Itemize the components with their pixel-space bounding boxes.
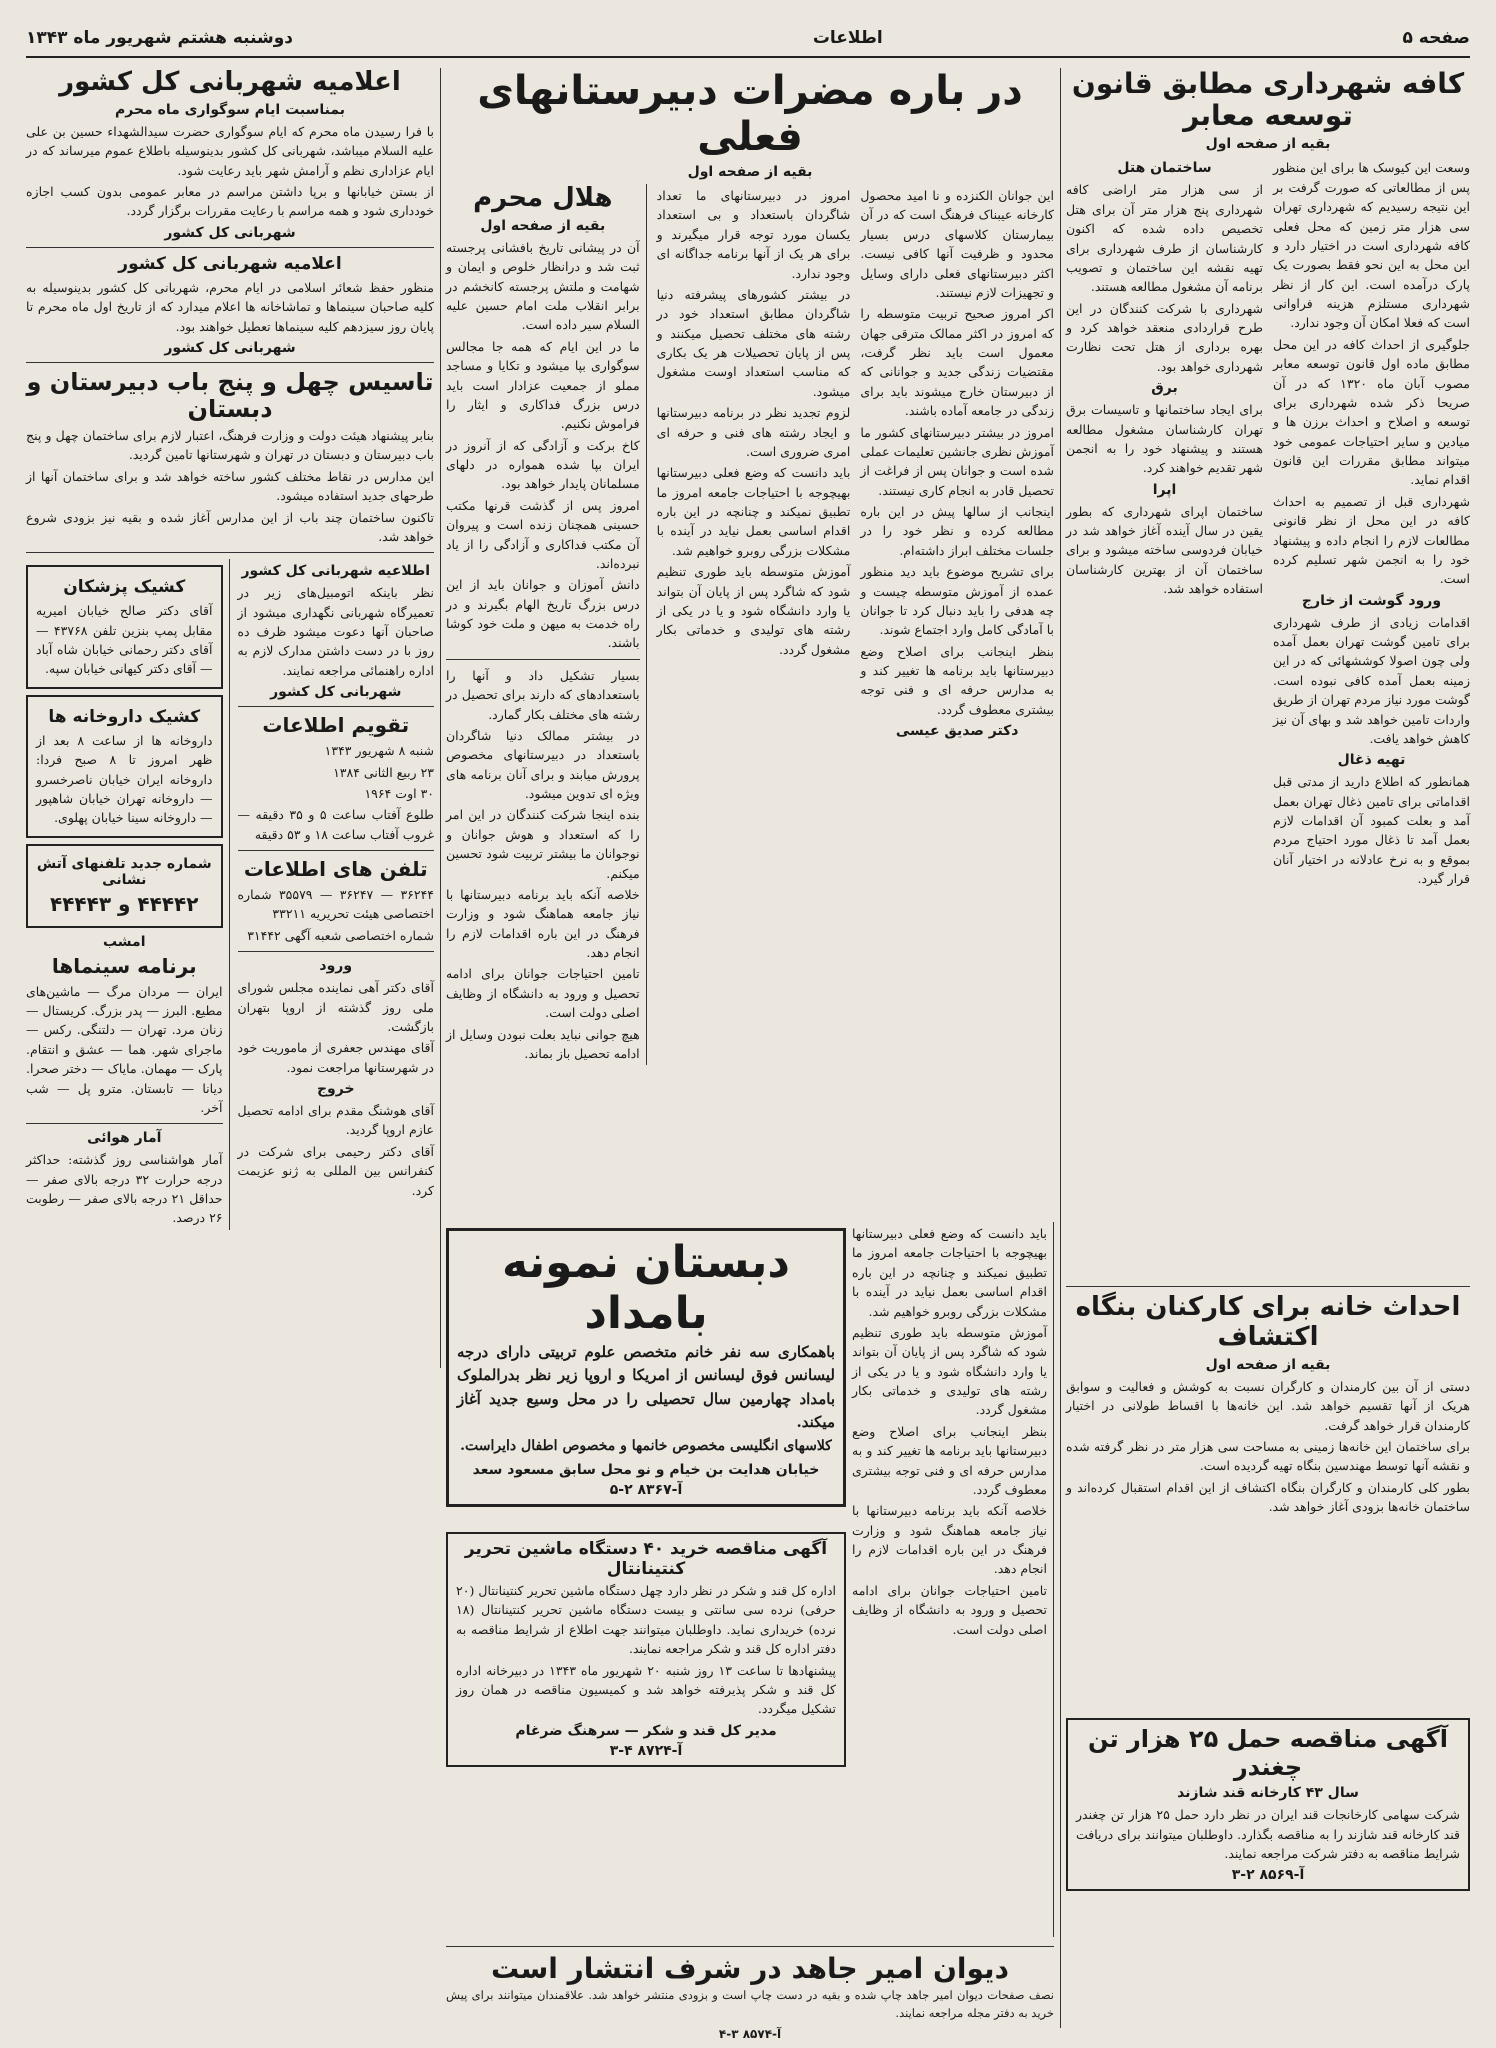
paragraph: آموزش متوسطه باید طوری تنظیم شود که شاگرد پس از پایان آن بتواند یا وارد دانشگاه شود و یا در یکی از رشته های تولیدی و خدماتی بکار مشغول گردد. <box>656 564 851 657</box>
paragraph: امروز پس از گذشت قرنها مکتب حسینی همچنان زنده است و پیروان آن مکتب فداکاری و آزادگی را از یاد نبرده‌اند. <box>445 497 640 571</box>
paragraph: بنده اینجا شرکت کنندگان در این امر را که استعداد و هوش جوانان و نوجوانان ما بیشتر تربیت شود تحسین میکنم. <box>445 807 640 881</box>
cinema-list: ایران — مردان مرگ — ماشین‌های مطیع. البرز — پدر بزرگ. کریستال — زنان مرد. تهران — دلتنگی. رکس — ماجرای شهر. هما — عشق و انتقام. پارک — مهمان. مایاک — دختر صحرا. دیانا — تابستان. مترو پل — شب آخر. <box>26 983 223 1115</box>
paragraph: وسعت این کیوسک ها برای این منظور پس از مطالعاتی که صورت گرفت بر این نتیجه رسیدیم که شهرداری تهران سی هزار متر زمین که محل فعلی کافه شهرداری است در اختیار دارد و این محل به این نحو فقط بصورت یک پارک درآمده است. این کار از نظر شهرداری مستلزم هزینه فراوانی است که فعلا امکان آن وجود ندارد. <box>1273 160 1470 331</box>
doctors-text: آقای دکتر صالح خیابان امیریه مقابل پمپ بنزین تلفن ۴۳۷۶۸ — آقای دکتر رحمانی خیابان شاه آباد — آقای دکتر کیهانی خیابان سپه. <box>36 603 213 677</box>
fire-phones-title: شماره جدید تلفنهای آتش نشانی <box>36 855 212 888</box>
headline-high-schools: در باره مضرات دبیرستانهای فعلی <box>477 68 1023 160</box>
left-column <box>26 68 434 2028</box>
ad-typewriter-tender <box>446 1526 846 1936</box>
signature: شهربانی کل کشور <box>164 339 296 356</box>
ad-school-text2: کلاسهای انگلیسی مخصوص خانمها و مخصوص اطفال دایراست. <box>460 1438 832 1454</box>
paragraph: امروز در بیشتر دبیرستانهای کشور ما آموزش نظری جانشین تعلیمات عملی شده است و جوانان پس از فراغت از تحصیل قادر به انجام کاری نیستند. <box>860 424 1054 498</box>
ad-school-address: خیابان هدایت بن خیام و نو محل سابق مسعود سعد <box>472 1461 820 1478</box>
notice-signature: شهربانی کل کشور <box>270 684 402 701</box>
article-housing <box>1066 1280 1470 1700</box>
page-number: صفحه ۵ <box>1402 28 1470 48</box>
paragraph: برای ایجاد ساختمانها و تاسیسات برق تهران کارشناسان مشغول مطالعه هستند و پیشنهاد خود را به انجمن شهر تقدیم خواهند کرد. <box>1066 402 1263 476</box>
paragraph: هیچ جوانی نباید بعلت نبودن وسایل از ادامه تحصیل باز بماند. <box>445 1026 640 1061</box>
masthead <box>26 18 1470 58</box>
paragraph: آن در پیشانی تاریخ بافشانی پرجسته ثبت شد و درانظار خلوص و ایمان و شهامت و ملتش پرجسته کانخشم در برابر انقلاب ملت امام حسین علیه السلام سیر داده است. <box>445 239 640 333</box>
ad-school-text: باهمکاری سه نفر خانم متخصص علوم تربیتی دارای درجه لیسانس فوق لیسانس از امریکا و اروپا زیر نظر بدرالملوک بامداد چهارمین سال تحصیلی را در محل وسیع جدید آغاز میکند. <box>457 1343 835 1431</box>
calendar-row: ۲۳ ربیع الثانی ۱۳۸۴ <box>333 764 434 780</box>
ad-title: آگهی مناقصه حمل ۲۵ هزار تن چغندر <box>1087 1725 1448 1781</box>
paragraph: از بستن خیابانها و برپا داشتن مراسم در معابر عمومی بدون کسب اجازه خودداری شود و همه مراسم با رعایت مقررات برگزار گردد. <box>26 184 434 219</box>
cinema-subtitle: امشب <box>102 933 146 950</box>
paragraph: اینجانب از سالها پیش در این باره مطالعه کرده و نظر خود را در جلسات مختلف ابراز داشته‌ام. <box>860 504 1054 558</box>
notice-title: اطلاعیه شهربانی کل کشور <box>241 563 431 580</box>
paragraph: بنظر اینجانب برای اصلاح وضع دبیرستانها باید برنامه ها تغییر کند و به مدارس حرفه ای و فنی توجه بیشتری معطوف گردد. <box>860 643 1054 717</box>
paragraph: تامین احتیاجات جوانان برای ادامه تحصیل و ورود به دانشگاه از وظایف اصلی دولت است. <box>445 966 640 1021</box>
paragraph: تاکنون ساختمان چند باب از این مدارس آغاز شده و بقیه نیز بزودی شروع خواهد شد. <box>26 509 434 544</box>
paragraph: خلاصه آنکه باید برنامه دبیرستانها با نیاز جامعه هماهنگ شود و وزارت فرهنگ در این باره اقدامات لازم را انجام دهد. <box>852 1503 1047 1577</box>
paragraph: شهرداری قبل از تصمیم به احداث کافه در این محل از نظر قانونی مطالعات لازم را انجام داده و پیشنهاد خود را به انجمن شهر تسلیم کرده است. <box>1273 493 1470 587</box>
calendar-title: تقویم اطلاعات <box>262 713 410 738</box>
paragraph: بنابر پیشنهاد هیئت دولت و وزارت فرهنگ، اعتبار لازم برای ساختمان چهل و پنج باب دبیرستان و دبستان در تهران و شهرستانها تامین گردید. <box>26 428 434 463</box>
ad-tender-code: آ-۸۷۲۴ ۴-۳ <box>609 1742 683 1759</box>
headline-cafe: کافه شهرداری مطابق قانون توسعه معابر <box>1071 67 1465 133</box>
ad-tender-text2: پیشنهادها تا ساعت ۱۳ روز شنبه ۲۰ شهریور ماه ۱۳۴۳ در دبیرخانه اداره کل قند و شکر پذیرفته خواهد شد و کمیسیون مناقصه در همان روز تشکیل میگردد. <box>456 1662 836 1717</box>
ad-divan <box>446 1940 1054 2041</box>
continued-label: بقیه از صفحه اول <box>687 164 813 180</box>
ad-beet-tender <box>1066 1712 1470 1992</box>
paragraph: بسیار تشکیل داد و آنها را باستعدادهای که دارند برای تحصیل در رشته های مختلف بکار گمارد. <box>445 667 640 722</box>
paragraph: خلاصه آنکه باید برنامه دبیرستانها با نیاز جامعه هماهنگ شود و وزارت فرهنگ در این باره اقدامات لازم را انجام دهد. <box>445 886 640 961</box>
paragraph: اقدامات زیادی از طرف شهرداری برای تامین گوشت تهران بعمل آمده ولی چون اصولا کوششهائی که در این زمینه بعمل آمده کافی نبوده است. گوشت مورد نیاز مردم تهران از طریق واردات تامین خواهد شد و بهای آن نیز کاهش خواهد یافت. <box>1273 614 1470 746</box>
ad-tender-text: اداره کل قند و شکر در نظر دارد چهل دستگاه ماشین تحریر کنتینانتال (۲۰ حرفی) نرده سی سانتی و بیست دستگاه ماشین تحریر کنتینانتال (۱۸ نرده) خریداری نماید. داوطلبان میتوانند جهت اطلاع از شرایط مناقصه به دفتر اداره کل قند و شکر مراجعه نمایند. <box>456 1583 836 1657</box>
fire-phones-numbers: ۴۴۴۴۲ و ۴۴۴۴۳ <box>50 891 199 916</box>
paragraph: منظور حفظ شعائر اسلامی در ایام محرم، شهربانی کل کشور بدینوسیله به کلیه صاحبان سینماها و تماشاخانه ها اعلام میدارد که از تاریخ اول ماه محرم تا پایان روز سیزدهم کلیه سینماها تعطیل خواهند بود. <box>26 279 434 334</box>
departures-text: آقای هوشنگ مقدم برای ادامه تحصیل عازم اروپا گردید. <box>237 1103 434 1138</box>
paragraph: این جوانان الکنزده و نا امید محصول کارخانه عیبناک فرهنگ است که در آن بیمارستان کلاسهای درس بسیار محدود و ظرفیت آنها کافی نیست. اکثر دبیرستانهای فعلی دارای وسایل و تجهیزات لازم نیستند. <box>860 188 1054 300</box>
phones-text: ۳۶۲۴۴ — ۳۶۲۴۷ — ۳۵۵۷۹ شماره اختصاصی هیئت تحریریه ۳۳۲۱۱ <box>237 887 435 922</box>
paragraph: ساختمان اپرای شهرداری که بطور یقین در سال آینده آغاز خواهد شد در خیابان فردوسی ساخته میشود و برای ساختمان آن از بهترین کارشناسان استفاده خواهد شد. <box>1066 503 1263 597</box>
calendar-row: طلوع آفتاب ساعت ۵ و ۳۵ دقیقه — غروب آفتاب ساعت ۱۸ و ۵۳ دقیقه <box>237 807 434 842</box>
calendar-row: شنبه ۸ شهریور ۱۳۴۳ <box>324 743 434 759</box>
column-rule <box>440 68 441 1368</box>
ad-tender-title: آگهی مناقصه خرید ۴۰ دستگاه ماشین تحریر کنتینانتال <box>464 1539 828 1579</box>
paragraph: کاخ برکت و آزادگی که از آنروز در ایران بپا شده همواره در دلهای مسلمانان پایدار خواهد بود. <box>445 437 640 492</box>
paragraph: لزوم تجدید نظر در برنامه دبیرستانها و ایجاد رشته های فنی و حرفه ای امری ضروری است. <box>656 405 851 459</box>
paragraph: آموزش متوسطه باید طوری تنظیم شود که شاگرد پس از پایان آن بتواند یا وارد دانشگاه شود و یا در یکی از رشته های تولیدی و خدماتی بکار مشغول گردد. <box>852 1324 1047 1418</box>
phones-text: شماره اختصاصی شعبه آگهی ۳۱۴۴۲ <box>247 927 434 943</box>
calendar-row: ۳۰ اوت ۱۹۶۴ <box>364 785 434 801</box>
paper-name: اطلاعات <box>812 28 883 48</box>
paragraph: دستی از آن بین کارمندان و کارگران نسبت به کوشش و فعالیت و سوابق هریک از آنها تقسیم خواهد شد. این خانه‌ها با اقساط طولانی در اختیار کارمندان قرار خواهد گرفت. <box>1066 1378 1470 1433</box>
paragraph: امروز در دبیرستانهای ما تعداد شاگردان باستعداد و بی استعداد یکسان مورد توجه قرار میگیرند و برای هر یک از آنها برنامه جداگانه ای وجود ندارد. <box>656 188 851 281</box>
headline-muharram: هلال محرم <box>473 183 613 213</box>
pharmacies-text: داروخانه ها از ساعت ۸ بعد از ظهر امروز تا ۸ صبح فردا: داروخانه ایران خیابان ناصرخسرو — داروخانه تهران خیابان شاهپور — داروخانه سینا خیابان پهلوی. <box>36 732 213 826</box>
subheading: تهیه ذغال <box>1337 752 1406 769</box>
paragraph: اکر امروز صحیح تربیت متوسطه را که امروز در اکثر ممالک مترقی جهان معمول است باید نظر گرفت، مقتضیات زندگی جدید و جوانانی که از دبیرستان خارج میشوند باید برای زندگی در جامعه آماده باشند. <box>860 306 1054 419</box>
continued-label: بقیه از صفحه اول <box>480 217 606 234</box>
subheading: اپرا <box>1152 481 1177 498</box>
paragraph: این مدارس در نقاط مختلف کشور ساخته خواهد شد و برای ساختمان آنها از طرحهای جدید استفاده میشود. <box>26 468 434 504</box>
article-cafe <box>1066 68 1470 1338</box>
paragraph: تامین احتیاجات جوانان برای ادامه تحصیل و ورود به دانشگاه از وظایف اصلی دولت است. <box>852 1582 1047 1637</box>
paragraph: برای تشریح موضوع باید دید منظور عمده از آموزش متوسطه چیست و چه هدفی را باید دنبال کرد تا جوانان با آمادگی کامل وارد اجتماع شوند. <box>860 564 1054 638</box>
arrivals-text: آقای دکتر آهی نماینده مجلس شورای ملی روز گذشته از اروپا بتهران بازگشت. <box>237 980 434 1034</box>
headline-housing: احداث خانه برای کارکنان بنگاه اکتشاف <box>1075 1292 1461 1352</box>
column-rule <box>1060 68 1061 2028</box>
ad-school-code: آ-۸۳۶۷ ۲-۵ <box>609 1481 683 1498</box>
subheading: ساختمان هتل <box>1117 160 1212 177</box>
paragraph: در بیشتر ممالک دنیا شاگردان باستعداد در دبیرستانهای مخصوص پرورش میابند و برای آنان برنامه های ویژه ای تدوین میشود. <box>445 727 640 802</box>
ad-tender-signature: مدیر کل قند و شکر — سرهنگ ضرغام <box>515 1722 777 1739</box>
ad-text: شرکت سهامی کارخانجات قند ایران در نظر دارد حمل ۲۵ هزار تن چغندر قند کارخانه قند شازند را به مناقصه بگذارد. داوطلبان میتوانند برای دریافت شرایط مناقصه به دفتر شرکت مراجعه نمایند. <box>1076 1807 1460 1861</box>
ad-bamdad-school <box>446 1222 846 1522</box>
paragraph: باید دانست که وضع فعلی دبیرستانها بهیچوجه با احتیاجات جامعه امروز ما تطبیق نمیکند و چنانچه در این باره اقدام اساسی بعمل نیاید در آینده با مشکلات بزرگی روبرو خواهیم شد. <box>852 1226 1047 1319</box>
article-continuation <box>852 1222 1054 1937</box>
headline-schools: تاسیس چهل و پنج باب دبیرستان و دبستان <box>26 367 434 424</box>
doctors-title: کشیک پزشکان <box>63 577 186 598</box>
subheading: بمناسبت ایام سوگواری ماه محرم <box>114 101 346 118</box>
arrivals-text: آقای مهندس جعفری از ماموریت خود در شهرستانها مراجعت نمود. <box>237 1040 434 1075</box>
paragraph: برای ساختمان این خانه‌ها زمینی به مساحت سی هزار متر در نظر گرفته شده و نقشه آنها توسط مهندسین بنگاه تهیه گردیده است. <box>1066 1438 1470 1474</box>
ad-divan-text: نصف صفحات دیوان امیر جاهد چاپ شده و بقیه در دست چاپ است و بزودی منتشر خواهد شد. علاقمندان میتوانند برای پیش خرید به دفتر مجله مراجعه نمایند. <box>446 1988 1054 2020</box>
paragraph: دانش آموزان و جوانان باید از این درس بزرگ تاریخ الهام بگیرند و در راه خدمت به میهن و ملت خود کوشا باشند. <box>445 577 640 651</box>
ad-subtitle: سال ۴۳ کارخانه قند شازند <box>1177 1785 1359 1802</box>
paragraph: با فرا رسیدن ماه محرم که ایام سوگواری حضرت سیدالشهداء حسین بن علی علیه السلام میباشد، شهربانی کل کشور بدینوسیله باطلاع عموم میرساند که در ایام عزاداری نظم و آرامش شهر باید رعایت شود. <box>26 123 434 178</box>
paragraph: شهرداری با شرکت کنندگان در این طرح قراردادی منعقد خواهد کرد و بهره برداری از هتل تحت نظارت شهرداری خواهد بود. <box>1066 300 1263 374</box>
paragraph: در بیشتر کشورهای پیشرفته دنیا شاگردان مطابق استعداد خود در رشته های مختلف تحصیل میکنند و پس از پایان تحصیلات هر یک بکاری که مناسب استعداد اوست مشغول میشود. <box>656 286 851 399</box>
ad-code: آ-۸۵۶۹ ۲-۳ <box>1231 1867 1305 1884</box>
paragraph: بنظر اینجانب برای اصلاح وضع دبیرستانها باید برنامه ها تغییر کند و به مدارس حرفه ای و فنی توجه بیشتری معطوف گردد. <box>852 1423 1047 1497</box>
ad-divan-title: دیوان امیر جاهد در شرف انتشار است <box>491 1952 1009 1985</box>
departures-text: آقای دکتر رحیمی برای شرکت در کنفرانس بین المللی به ژنو عزیمت کرد. <box>237 1143 434 1198</box>
continued-label: بقیه از صفحه اول <box>1205 1356 1331 1373</box>
cinema-title: برنامه سینماها <box>51 953 197 978</box>
pharmacies-title: کشیک داروخانه ها <box>48 706 201 727</box>
weather-title: آمار هوائی <box>87 1130 162 1147</box>
subheading: برق <box>1151 380 1178 397</box>
article-high-schools <box>446 68 1054 1228</box>
ad-divan-code: آ-۸۵۷۴ ۳-۴ <box>718 2026 782 2041</box>
paragraph: ما در این ایام که همه جا مجالس سوگواری بپا میشود و تکایا و مساجد مملو از جمعیت عزادار است باید درس بزرگ فداکاری و ایثار را فراموش نکنیم. <box>445 338 640 432</box>
signature: شهربانی کل کشور <box>164 224 296 241</box>
headline-police-notice: اعلامیه شهربانی کل کشور <box>59 67 401 97</box>
notice-text: نظر باینکه اتومبیل‌های زیر در تعمیرگاه شهربانی نگهداری میشود از صاحبان آنها دعوت میشود ظرف ده روز با در دست داشتن مدارک لازم به اداره راهنمائی مراجعه نمایند. <box>237 585 434 678</box>
paragraph: باید دانست که وضع فعلی دبیرستانها بهیچوجه با احتیاجات جامعه امروز ما تطبیق نمیکند و چنانچه در این باره اقدام اساسی بعمل نیاید در آینده با مشکلات بزرگی روبرو خواهیم شد. <box>656 465 851 558</box>
ad-school-title: دبستان نمونه بامداد <box>501 1237 791 1339</box>
paragraph: همانطور که اطلاع دارید از مدتی قبل اقداماتی برای تامین ذغال تهران بعمل آمد و بعلت کمبود آن اقدامات لازم بعمل آمد تا ذغال مورد احتیاج مردم بموقع و به نرخ عادلانه در اختیار آنان قرار گیرد. <box>1273 774 1470 887</box>
continued-label: بقیه از صفحه اول <box>1205 136 1331 153</box>
issue-date: دوشنبه هشتم شهریور ماه ۱۳۴۳ <box>26 28 294 48</box>
paragraph: جلوگیری از احداث کافه در این محل مطابق ماده اول قانون توسعه معابر مصوب آبان ماه ۱۳۲۰ که در آن صریحا ذکر شده شهرداری برای توسعه و اصلاح و احداث برزن ها و میادین و سایر احتیاجات عمومی خود میتواند مطابق مقررات این قانون اقدام نماید. <box>1273 336 1471 488</box>
phones-title: تلفن های اطلاعات <box>243 857 428 882</box>
author-signature: دکتر صدیق عیسی <box>895 723 1019 740</box>
departures-title: خروج <box>316 1081 355 1098</box>
paragraph: بطور کلی کارمندان و کارگران بنگاه اکتشاف از این اقدام استقبال کرده‌اند و ساختمان خانه‌ها بزودی آغاز خواهد شد. <box>1066 1479 1470 1515</box>
arrivals-title: ورود <box>319 958 353 975</box>
paragraph: از سی هزار متر اراضی کافه شهرداری پنج هزار متر آن برای هتل تخصیص داده شده که اکنون کارشناسان از طرف شهرداری برای تهیه نقشه این ساختمان و تصویب برنامه آن مشغول مطالعه هستند. <box>1066 182 1263 295</box>
subheading: اعلامیه شهربانی کل کشور <box>118 253 342 274</box>
weather-text: آمار هواشناسی روز گذشته: حداکثر درجه حرارت ۳۲ درجه بالای صفر — حداقل ۲۱ درجه بالای صفر — رطوبت ۲۶ درصد. <box>26 1152 223 1226</box>
subheading: ورود گوشت از خارج <box>1301 592 1442 609</box>
